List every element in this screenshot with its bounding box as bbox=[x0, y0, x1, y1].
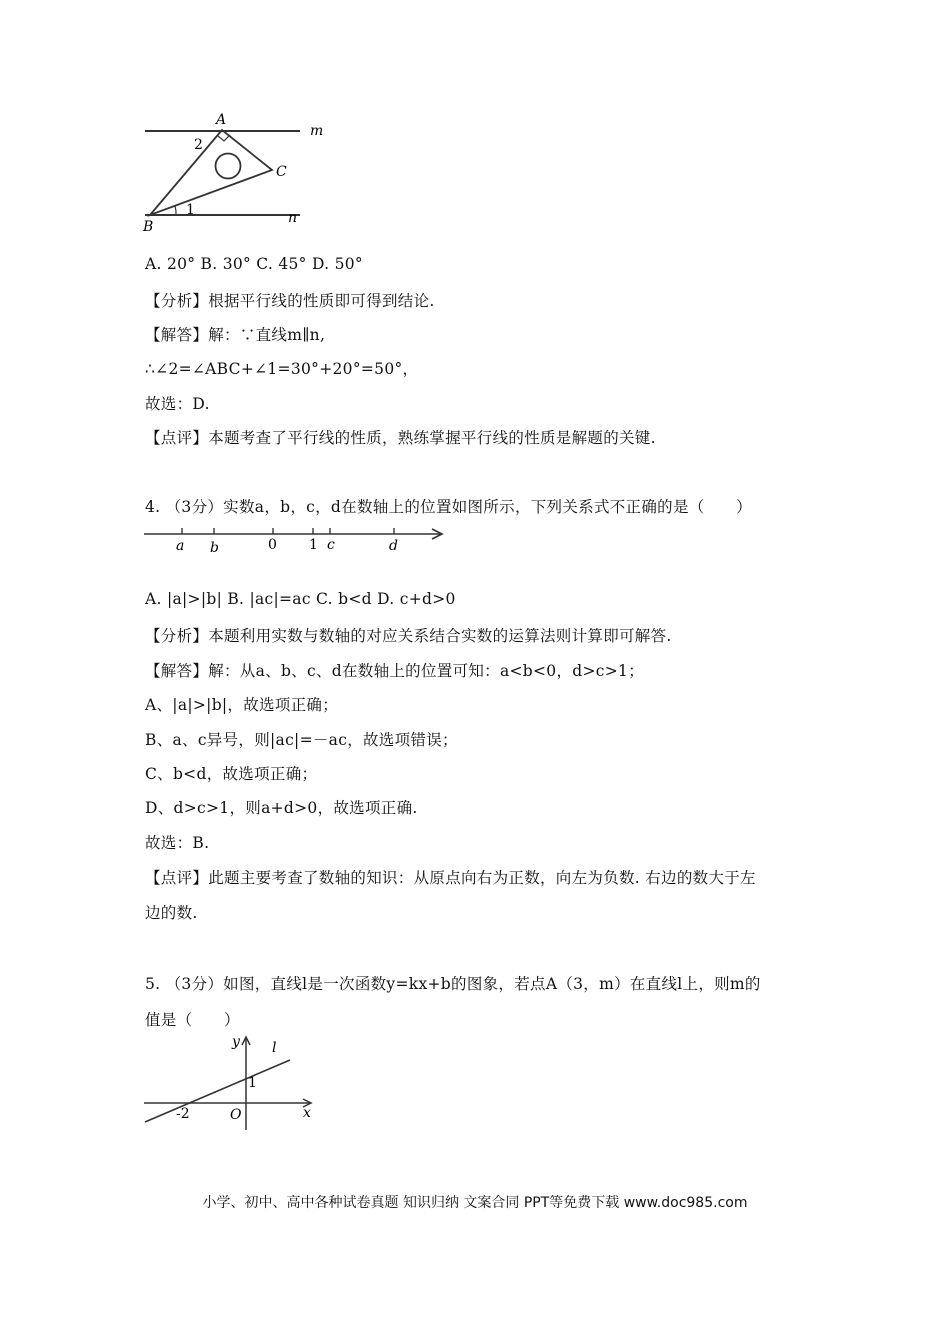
q4-solution-line-5: D、d>c>1，则a+d>0，故选项正确. bbox=[145, 799, 418, 817]
label-angle-2: 2 bbox=[194, 137, 203, 153]
q4-comment-line-1: 【点评】此题主要考查了数轴的知识：从原点向右为正数，向左为负数. 右边的数大于左 bbox=[145, 869, 756, 887]
angle-1-arc bbox=[175, 206, 176, 215]
graph-label-neg-two: -2 bbox=[176, 1106, 190, 1122]
q3-options: A. 20° B. 30° C. 45° D. 50° bbox=[145, 255, 363, 273]
axis-label-b: b bbox=[210, 540, 219, 556]
parallel-lines-figure bbox=[138, 108, 338, 238]
q4-analysis: 【分析】本题利用实数与数轴的对应关系结合实数的运算法则计算即可解答. bbox=[145, 627, 672, 645]
graph-label-x: x bbox=[303, 1105, 311, 1121]
axis-label-one: 1 bbox=[309, 537, 318, 553]
axis-label-c: c bbox=[327, 537, 335, 553]
triangle-ruler bbox=[150, 130, 272, 215]
q3-analysis: 【分析】根据平行线的性质即可得到结论. bbox=[145, 292, 435, 310]
q5-stem-line-2: 值是（ ） bbox=[145, 1011, 240, 1029]
graph-label-origin: O bbox=[230, 1107, 242, 1123]
linear-function-graph bbox=[140, 1032, 325, 1132]
line-l bbox=[145, 1060, 290, 1122]
q4-comment-line-2: 边的数. bbox=[145, 904, 198, 922]
q3-solution-line-1: 【解答】解：∵直线m∥n, bbox=[145, 326, 326, 344]
axis-label-zero: 0 bbox=[268, 537, 277, 553]
label-A: A bbox=[216, 112, 227, 128]
q4-options: A. |a|>|b| B. |ac|=ac C. b<d D. c+d>0 bbox=[145, 590, 456, 608]
q4-solution-line-4: C、b<d，故选项正确； bbox=[145, 765, 318, 783]
q5-stem-line-1: 5. （3分）如图，直线l是一次函数y=kx+b的图象，若点A（3，m）在直线l上，则m的 bbox=[145, 975, 761, 993]
q4-solution-line-1: 【解答】解：从a、b、c、d在数轴上的位置可知：a<b<0，d>c>1； bbox=[145, 662, 645, 680]
label-C: C bbox=[276, 164, 287, 180]
label-angle-1: 1 bbox=[186, 202, 195, 218]
q3-solution-line-2: ∴∠2=∠ABC+∠1=30°+20°=50°， bbox=[145, 360, 419, 378]
label-B: B bbox=[143, 219, 154, 235]
number-line-figure bbox=[140, 522, 450, 558]
q3-comment: 【点评】本题考查了平行线的性质，熟练掌握平行线的性质是解题的关键. bbox=[145, 429, 656, 447]
label-m: m bbox=[310, 123, 324, 139]
graph-label-l: l bbox=[272, 1040, 277, 1056]
graph-label-y: y bbox=[232, 1034, 240, 1050]
q4-solution-line-2: A、|a|>|b|，故选项正确； bbox=[145, 696, 339, 714]
q4-solution-line-3: B、a、c异号，则|ac|=－ac，故选项错误； bbox=[145, 731, 458, 749]
graph-label-one: 1 bbox=[248, 1075, 257, 1091]
q4-stem: 4. （3分）实数a，b，c，d在数轴上的位置如图所示，下列关系式不正确的是（ ） bbox=[145, 498, 752, 516]
page-footer: 小学、初中、高中各种试卷真题 知识归纳 文案合同 PPT等免费下载 www.doc985.com bbox=[202, 1195, 748, 1211]
label-n: n bbox=[288, 210, 298, 226]
axis-label-d: d bbox=[389, 538, 398, 554]
ruler-hole bbox=[216, 154, 241, 179]
q4-choice: 故选：B. bbox=[145, 834, 210, 852]
axis-label-a: a bbox=[176, 538, 185, 554]
q3-choice: 故选：D. bbox=[145, 395, 210, 413]
